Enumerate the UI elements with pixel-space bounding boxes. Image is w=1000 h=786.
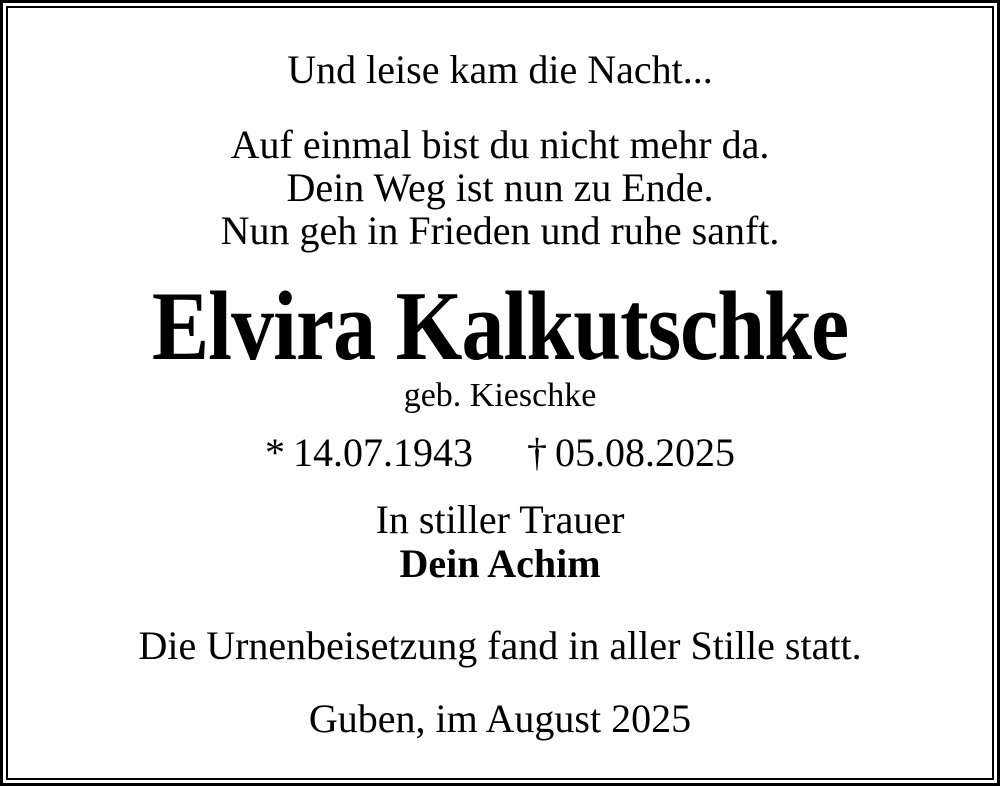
burial-note: Die Urnenbeisetzung fand in aller Stille statt. (138, 623, 862, 668)
death-date-group (527, 430, 735, 476)
poem-block (221, 123, 780, 252)
birth-date-group (265, 430, 483, 475)
mourner-name: Dein Achim (399, 541, 601, 586)
inner-frame-border (6, 6, 994, 780)
place-date-line: Guben, im August 2025 (308, 696, 692, 741)
maiden-name: geb. Kieschke (403, 377, 597, 414)
birth-date: 14.07.1943 (293, 430, 473, 475)
poem-line: Auf einmal bist du nicht mehr da. (230, 122, 770, 167)
notice-content (8, 8, 992, 778)
death-date: 05.08.2025 (555, 430, 735, 475)
birth-star-symbol: * (265, 430, 285, 475)
mourning-intro: In stiller Trauer (375, 497, 625, 542)
death-dagger-symbol: † (527, 430, 547, 475)
life-dates (265, 430, 735, 476)
poem-line: Dein Weg ist nun zu Ende. (286, 165, 714, 210)
poem-line: Nun geh in Frieden und ruhe sanft. (220, 208, 780, 253)
deceased-name: Elvira Kalkutschke (151, 271, 849, 381)
opening-line: Und leise kam die Nacht... (287, 47, 713, 92)
